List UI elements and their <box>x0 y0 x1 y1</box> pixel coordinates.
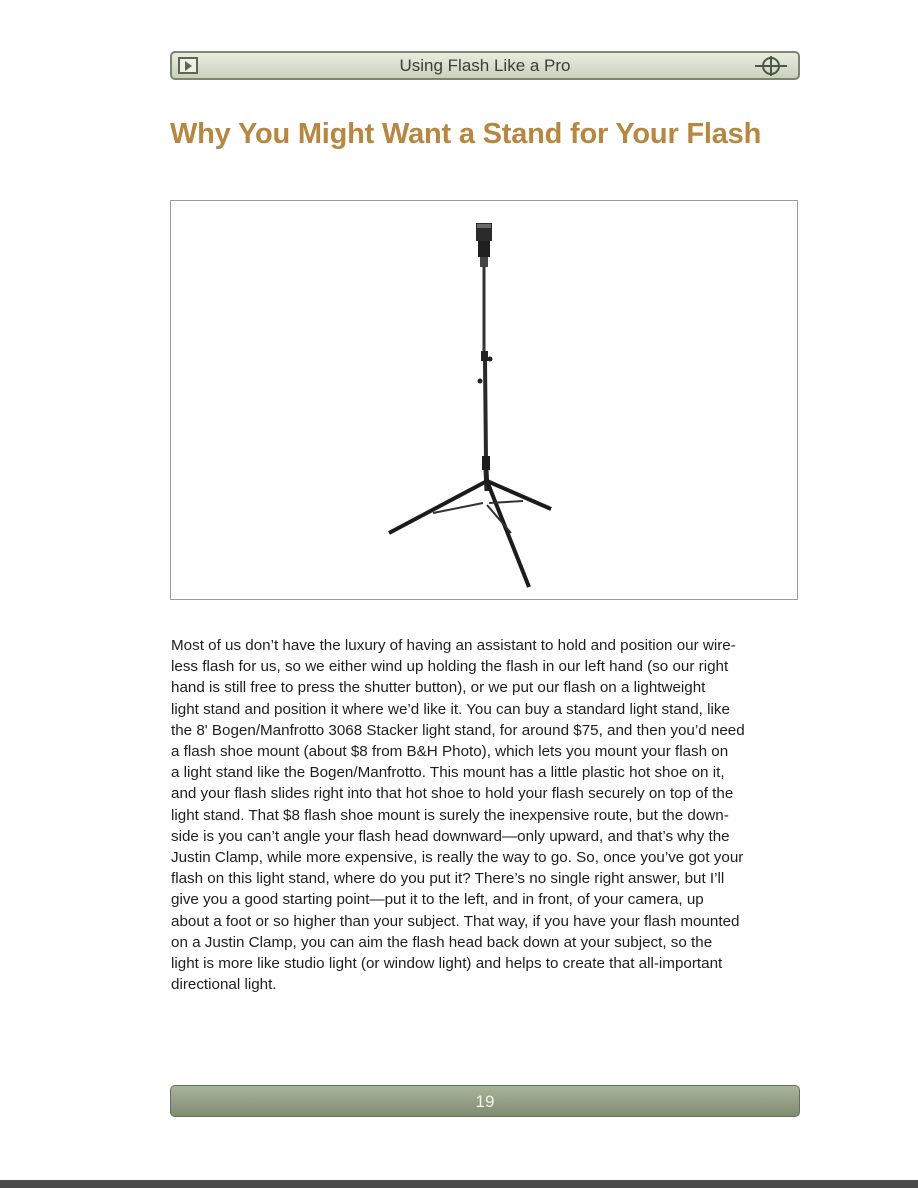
body-line: on a Justin Clamp, you can aim the flash head back down at your subject, so the <box>171 933 713 951</box>
body-line: a light stand like the Bogen/Manfrotto. This mount has a little plastic hot shoe on it, <box>171 764 725 782</box>
body-line: light stand and position it where we’d like it. You can buy a standard light stand, like <box>171 700 730 718</box>
page-number: 19 <box>475 1092 495 1111</box>
header-bar <box>170 51 800 80</box>
body-line: a flash shoe mount (about $8 from B&H Photo), which lets you mount your flash on <box>171 743 729 761</box>
body-line: and your flash slides right into that hot shoe to hold your flash securely on top of the <box>171 785 734 803</box>
body-line: about a foot or so higher than your subject. That way, if you have your flash mounted <box>171 912 740 930</box>
body-line: hand is still free to press the shutter button), or we put our flash on a lightweight <box>171 679 706 697</box>
body-line: light is more like studio light (or window light) and helps to create that all-important <box>171 955 723 973</box>
body-line: light stand. That $8 flash shoe mount is surely the inexpensive route, but the down- <box>171 806 729 824</box>
crosshair-icon <box>754 54 788 78</box>
flash-stand-photo <box>170 200 798 600</box>
body-line: less flash for us, so we either wind up holding the flash in our left hand (so our right <box>171 658 729 676</box>
page-edge <box>840 0 918 1188</box>
body-line: directional light. <box>171 976 277 994</box>
body-line: flash on this light stand, where do you put it? There’s no single right answer, but I’ll <box>171 870 725 888</box>
page-bottom-edge <box>0 1180 918 1188</box>
body-line: side is you can’t angle your flash head downward—only upward, and that’s why the <box>171 827 730 845</box>
body-paragraph <box>171 635 801 995</box>
footer-bar <box>170 1085 800 1117</box>
section-heading: Why You Might Want a Stand for Your Flash <box>170 118 762 150</box>
body-line: Most of us don’t have the luxury of having an assistant to hold and position our wire- <box>171 637 736 654</box>
light-stand-illustration <box>171 201 797 599</box>
body-line: give you a good starting point—put it to the left, and in front, of your camera, up <box>171 891 704 909</box>
body-line: Justin Clamp, while more expensive, is really the way to go. So, once you’ve got your <box>171 849 744 867</box>
body-line: the 8' Bogen/Manfrotto 3068 Stacker light stand, for around $75, and then you’d need <box>171 721 745 739</box>
header-title: Using Flash Like a Pro <box>399 56 571 75</box>
